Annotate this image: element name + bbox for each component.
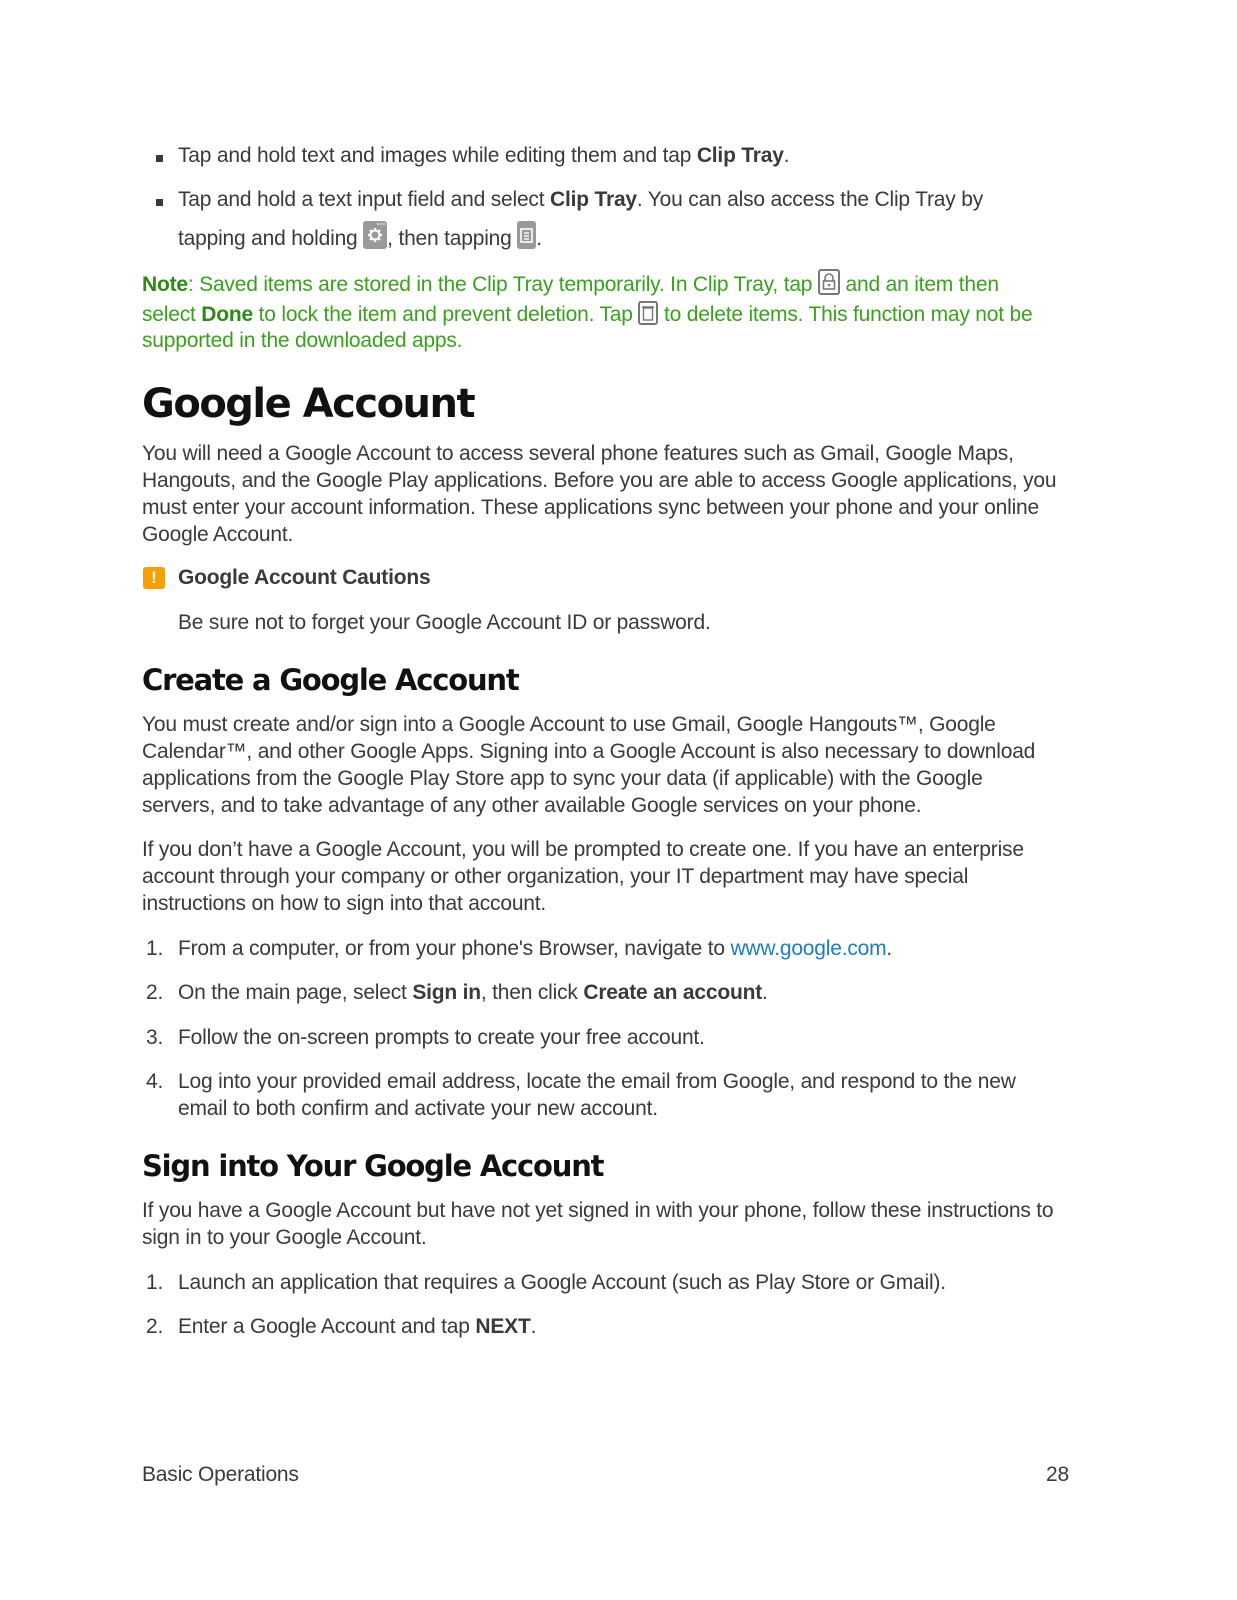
trash-icon [638,301,658,325]
clip-tray-icon [517,221,536,249]
step-number: 3. [146,1026,164,1049]
bullet-item-continued: tapping and holding , then tapping . [178,221,542,252]
paragraph-line: Calendar™, and other Google Apps. Signing into a Google Account is also necessary to download [142,740,1036,763]
paragraph-line: You will need a Google Account to access several phone features such as Gmail, Google Maps, [142,442,1014,465]
step-number: 1. [146,937,164,960]
note-line: select Done to lock the item and prevent deletion. Tap to delete items. This function may not be [142,303,1033,326]
step-text: Launch an application that requires a Google Account (such as Play Store or Gmail). [178,1271,946,1294]
google-link[interactable]: www.google.com [730,937,887,960]
paragraph-line: Google Account. [142,523,294,546]
intro-paragraph [142,440,1056,548]
paragraph-line: account through your company or other organization, your IT department may have special [142,865,969,888]
step-number: 2. [146,1315,164,1338]
bullet-item: Tap and hold a text input field and select Clip Tray. You can also access the Clip Tray by [178,188,984,211]
step-text: From a computer, or from your phone's Browser, navigate to www.google.com. [178,937,893,960]
section-title: Google Account [142,381,475,427]
step-number: 1. [146,1271,164,1294]
note-line: Note: Saved items are stored in the Clip Tray temporarily. In Clip Tray, tap and an item then [142,269,999,298]
paragraph-line: You must create and/or sign into a Google Account to use Gmail, Google Hangouts™, Google [142,713,996,736]
settings-icon [363,221,387,249]
paragraph-line: servers, and to take advantage of any other available Google services on your phone. [142,794,922,817]
paragraph-line: instructions on how to sign into that account. [142,892,547,915]
paragraph-line: If you don’t have a Google Account, you will be prompted to create one. If you have an enterprise [142,838,1024,861]
subsection-title: Create a Google Account [142,663,519,697]
paragraph-line: sign in to your Google Account. [142,1226,427,1249]
step-text: Log into your provided email address, locate the email from Google, and respond to the new [178,1070,1016,1093]
create-paragraph-2 [142,836,1024,917]
step-number: 2. [146,981,164,1004]
paragraph-line: must enter your account information. These applications sync between your phone and your online [142,496,1039,519]
lock-icon [818,269,840,295]
step-text: Follow the on-screen prompts to create your free account. [178,1026,705,1049]
create-paragraph-1 [142,711,1035,819]
page-number: 28 [1046,1463,1069,1486]
footer-section: Basic Operations [142,1463,299,1486]
step-text: Enter a Google Account and tap NEXT. [178,1315,537,1338]
step-number: 4. [146,1070,164,1093]
bullet-marker [156,199,163,206]
caution-text: Be sure not to forget your Google Account ID or password. [178,611,711,634]
subsection-title: Sign into Your Google Account [142,1149,604,1183]
bullet-marker [156,155,163,162]
signin-paragraph [142,1197,1053,1251]
step-text-continued: email to both confirm and activate your new account. [178,1097,658,1120]
paragraph-line: Hangouts, and the Google Play applications. Before you are able to access Google applications, you [142,469,1057,492]
paragraph-line: If you have a Google Account but have not yet signed in with your phone, follow these instructions to [142,1199,1054,1222]
caution-title: Google Account Cautions [178,566,431,589]
bullet-item: Tap and hold text and images while editing them and tap Clip Tray. [178,144,790,167]
note-line: supported in the downloaded apps. [142,329,463,352]
warning-icon: ! [143,567,165,589]
step-text: On the main page, select Sign in, then click Create an account. [178,981,768,1004]
paragraph-line: applications from the Google Play Store app to sync your data (if applicable) with the Google [142,767,983,790]
